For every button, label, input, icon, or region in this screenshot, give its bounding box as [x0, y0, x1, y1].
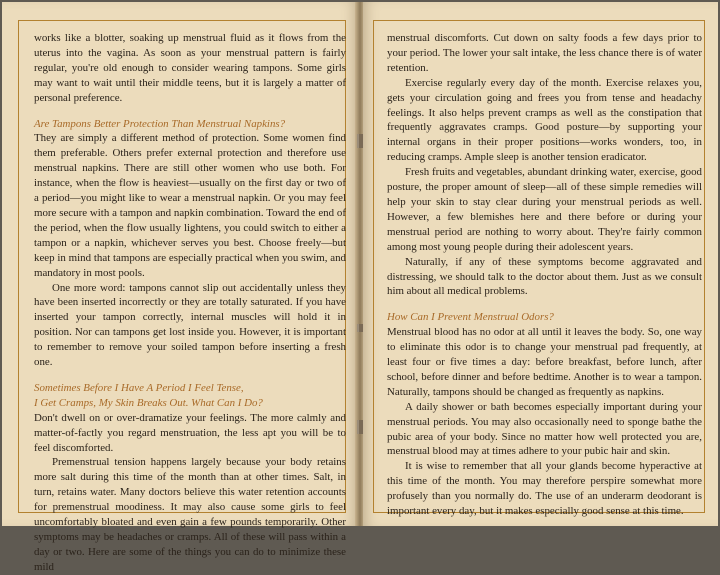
- paragraph: Don't dwell on or over-dramatize your feelings. The more calmly and matter-of-factly you regard menstruation, the less apt you will be to feel discomforted.: [34, 411, 346, 454]
- paragraph: Menstrual blood has no odor at all until it leaves the body. So, one way to eliminate this odor is to change your menstrual pad frequently, at least four or five times a day: before breakfast, before lunch, after school, before dinner and before bedtime. Another is to wear a tampon. Naturally, tampons should be changed as frequently as napkins.: [387, 326, 702, 398]
- section-heading-tampons: Are Tampons Better Protection Than Menstrual Napkins?: [34, 117, 286, 130]
- paragraph: A daily shower or bath becomes especially important during your menstrual periods. You may also occasionally need to sponge bathe the pubic area of your body. Since no matter how well protected you are, menstrual blood may at times adhere to your pubic hair and skin.: [387, 400, 702, 458]
- right-page-text: [387, 31, 702, 519]
- section-heading-premenstrual: [34, 381, 346, 411]
- paragraph: Exercise regularly every day of the month. Exercise relaxes you, gets your circulation going and frees you from tense and headachy feelings. It also helps prevent cramps as well as the constipation that frequently aggravates cramps. Good posture—by supporting your internal organs in their proper positions—works wonders, too, in reducing cramps. Ample sleep is another tension eradicator.: [387, 76, 702, 164]
- section-heading-odors: How Can I Prevent Menstrual Odors?: [387, 311, 554, 324]
- heading-line: Sometimes Before I Have A Period I Feel Tense,: [34, 381, 244, 394]
- paragraph: One more word: tampons cannot slip out accidentally unless they have been inserted incorrectly or they are totally saturated. If you have inserted your tampon correctly, internal muscles will hold it in position. Nor can tampons get lost inside you. However, it is important to remember to remove your soiled tampon before inserting a fresh one.: [34, 281, 346, 369]
- paragraph: Naturally, if any of these symptoms become aggravated and distressing, we should talk to the doctor about them. Just as we consult him about all medical problems.: [387, 255, 702, 298]
- heading-line: I Get Cramps, My Skin Breaks Out. What Can I Do?: [34, 396, 263, 409]
- right-page: [363, 2, 718, 526]
- left-page-text: [34, 31, 346, 575]
- paragraph: Premenstrual tension happens largely because your body retains more salt during this time of the month than at other times. Salt, in turn, retains water. Many doctors believe this water retention accounts for premenstrual moodiness. It may also cause some girls to feel uncomfortably bloated and even gain a few pounds temporarily. Other symptoms may be headaches or cramps. All of these will pass within a day or two. Here are some of the things you can do to minimize these mild: [34, 456, 346, 573]
- booklet-spread: [2, 2, 718, 573]
- left-page: [2, 2, 357, 573]
- paragraph: menstrual discomforts. Cut down on salty foods a few days prior to your period. The lower your salt intake, the less chance there is of water retention.: [387, 32, 702, 74]
- paragraph: works like a blotter, soaking up menstrual fluid as it flows from the uterus into the vagina. As soon as your menstrual pattern is fairly regular, you're old enough to consider wearing tampons. Some girls may want to wait until their middle teens, but it is largely a matter of personal preference.: [34, 32, 346, 104]
- paragraph: They are simply a different method of protection. Some women find them preferable. Others prefer external protection and therefore use menstrual napkins. There are still other women who use both. For instance, when the flow is heaviest—usually on the first day or two of a period—you might like to wear a menstrual napkin. Or you may feel more secure with a tampon and napkin combination. Toward the end of the period, when the flow usually lightens, you could switch to either a tampon or a napkin, whichever serves you best. Choose freely—but keep in mind that tampons are especially practical when you swim, and mandatory in most pools.: [34, 132, 346, 279]
- paragraph: It is wise to remember that all your glands become hyperactive at this time of the month. You may therefore perspire somewhat more profusely than you normally do. The use of an underarm deodorant is important every day, but it makes especially good sense at this time.: [387, 460, 702, 518]
- paragraph: Fresh fruits and vegetables, abundant drinking water, exercise, good posture, the proper amount of sleep—all of these simple remedies will help your skin to stay clear during your menstrual periods as well. However, a few blemishes here and there before or during your menstrual period are nothing to worry about. They're fairly common among most young people during their adolescent years.: [387, 166, 702, 253]
